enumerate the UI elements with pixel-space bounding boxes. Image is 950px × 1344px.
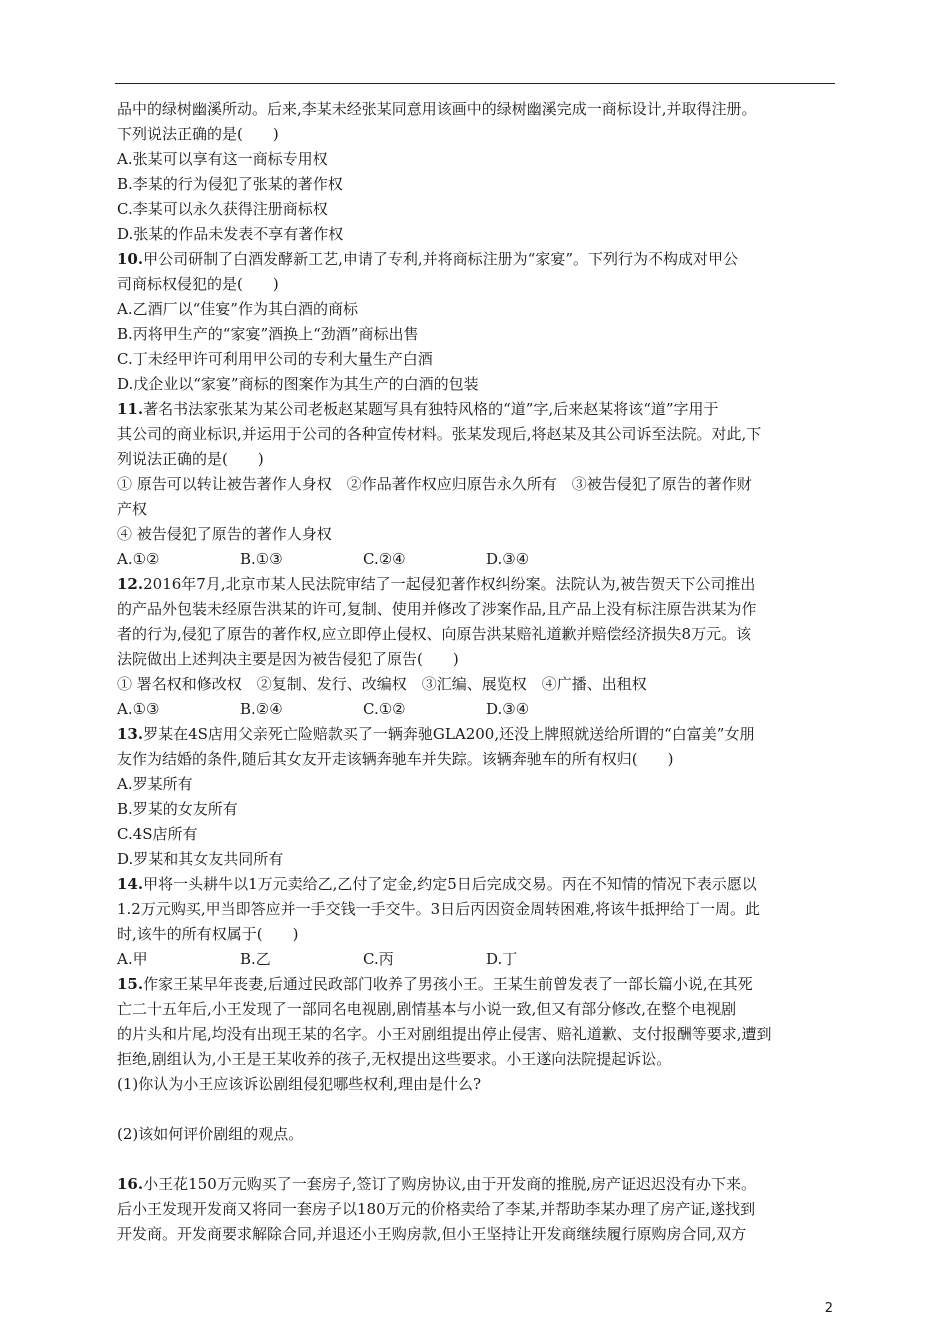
q12-stem-line-1 xyxy=(117,572,835,597)
q14-option-d: D.丁 xyxy=(486,950,518,968)
q11-statement-line-3: ④ 被告侵犯了原告的著作人身权 xyxy=(117,525,332,543)
q16-stem-line-2: 后小王发现开发商又将同一套房子以180万元的价格卖给了李某,并帮助李某办理了房产证,遂找到 xyxy=(117,1200,756,1218)
q9-option-c: C.李某可以永久获得注册商标权 xyxy=(117,200,328,218)
q15-stem-line-2: 亡二十五年后,小王发现了一部同名电视剧,剧情基本与小说一致,但又有部分修改,在整个电视剧 xyxy=(117,1000,737,1018)
q11-number: 11. xyxy=(117,400,144,418)
q11-option-c: C.②④ xyxy=(363,550,406,568)
q16-text: 小王花150万元购买了一套房子,签订了购房协议,由于开发商的推脱,房产证迟迟没有办下来。 xyxy=(143,1175,757,1193)
q14-stem-line-2: 1.2万元购买,甲当即答应并一手交钱一手交牛。3日后丙因资金周转困难,将该牛抵押给丁一周。此 xyxy=(117,900,760,918)
q12-stem-line-3: 者的行为,侵犯了原告的著作权,应立即停止侵权、向原告洪某赔礼道歉并赔偿经济损失8万元。该 xyxy=(117,625,752,643)
document-body xyxy=(117,97,835,1247)
q14-option-b: B.乙 xyxy=(240,950,271,968)
q11-stem-line-2: 其公司的商业标识,并运用于公司的各种宣传材料。张某发现后,将赵某及其公司诉至法院。对此,下 xyxy=(117,425,762,443)
q10-option-c: C.丁未经甲许可利用甲公司的专利大量生产白酒 xyxy=(117,350,433,368)
q14-stem-line-3: 时,该牛的所有权属于( ) xyxy=(117,925,299,943)
q12-stem-line-4: 法院做出上述判决主要是因为被告侵犯了原告( ) xyxy=(117,650,459,668)
q12-number: 12. xyxy=(117,575,144,593)
q10-option-a: A.乙酒厂以“佳宴”作为其白酒的商标 xyxy=(117,300,358,318)
q14-number: 14. xyxy=(117,875,144,893)
q10-number: 10. xyxy=(117,250,144,268)
q9-option-b: B.李某的行为侵犯了张某的著作权 xyxy=(117,175,343,193)
q15-subquestion-2: (2)该如何评价剧组的观点。 xyxy=(117,1125,304,1143)
q14-options xyxy=(117,947,835,972)
q12-text: 2016年7月,北京市某人民法院审结了一起侵犯著作权纠纷案。法院认为,被告贺天下公司推出 xyxy=(143,575,756,593)
q13-option-c: C.4S店所有 xyxy=(117,825,198,843)
q12-statement-line: ① 署名权和修改权 ②复制、发行、改编权 ③汇编、展览权 ④广播、出租权 xyxy=(117,675,647,693)
q10-option-b: B.丙将甲生产的“家宴”酒换上“劲酒”商标出售 xyxy=(117,325,419,343)
q15-stem-line-4: 拒绝,剧组认为,小王是王某收养的孩子,无权提出这些要求。小王遂向法院提起诉讼。 xyxy=(117,1050,672,1068)
q13-option-d: D.罗某和其女友共同所有 xyxy=(117,850,284,868)
q13-option-a: A.罗某所有 xyxy=(117,775,193,793)
q11-statement-line-1: ① 原告可以转让被告著作人身权 ②作品著作权应归原告永久所有 ③被告侵犯了原告的著作财 xyxy=(117,475,752,493)
q15-text: 作家王某早年丧妻,后通过民政部门收养了男孩小王。王某生前曾发表了一部长篇小说,在其死 xyxy=(143,975,753,993)
q11-statement-line-2: 产权 xyxy=(117,500,148,518)
q16-stem-line-3: 开发商。开发商要求解除合同,并退还小王购房款,但小王坚持让开发商继续履行原购房合同,双方 xyxy=(117,1225,747,1243)
answer-space xyxy=(117,1147,835,1172)
q9-text-line-1: 品中的绿树幽溪所动。后来,李某未经张某同意用该画中的绿树幽溪完成一商标设计,并取得注册。 xyxy=(117,100,757,118)
q12-options xyxy=(117,697,835,722)
q9-text-line-2: 下列说法正确的是( ) xyxy=(117,125,279,143)
q16-stem-line-1 xyxy=(117,1172,835,1197)
answer-space xyxy=(117,1097,835,1122)
q13-text: 罗某在4S店用父亲死亡险赔款买了一辆奔驰GLA200,还没上牌照就送给所谓的“白富美”女朋 xyxy=(143,725,755,743)
q12-option-c: C.①② xyxy=(363,700,406,718)
q15-subquestion-1: (1)你认为小王应该诉讼剧组侵犯哪些权利,理由是什么? xyxy=(117,1075,482,1093)
q10-text: 甲公司研制了白酒发酵新工艺,申请了专利,并将商标注册为“家宴”。下列行为不构成对甲公 xyxy=(143,250,738,268)
q10-stem-line-1 xyxy=(117,247,835,272)
q11-text: 著名书法家张某为某公司老板赵某题写具有独特风格的“道”字,后来赵某将该“道”字用于 xyxy=(143,400,719,418)
q10-stem-line-2: 司商标权侵犯的是( ) xyxy=(117,275,279,293)
q11-stem-line-3: 列说法正确的是( ) xyxy=(117,450,264,468)
q14-option-c: C.丙 xyxy=(363,950,394,968)
q12-stem-line-2: 的产品外包装未经原告洪某的许可,复制、使用并修改了涉案作品,且产品上没有标注原告洪某为作 xyxy=(117,600,757,618)
q11-option-b: B.①③ xyxy=(240,550,283,568)
q11-option-d: D.③④ xyxy=(486,550,530,568)
q12-option-b: B.②④ xyxy=(240,700,283,718)
q13-stem-line-2: 友作为结婚的条件,随后其女友开走该辆奔驰车并失踪。该辆奔驰车的所有权归( ) xyxy=(117,750,674,768)
q14-stem-line-1 xyxy=(117,872,835,897)
page-number: 2 xyxy=(824,1301,833,1316)
q15-stem-line-1 xyxy=(117,972,835,997)
q14-text: 甲将一头耕牛以1万元卖给乙,乙付了定金,约定5日后完成交易。丙在不知情的情况下表示愿以 xyxy=(143,875,757,893)
q11-option-a: A.①② xyxy=(117,550,160,568)
q14-option-a: A.甲 xyxy=(117,950,148,968)
q15-stem-line-3: 的片头和片尾,均没有出现王某的名字。小王对剧组提出停止侵害、赔礼道歉、支付报酬等要求,遭到 xyxy=(117,1025,772,1043)
q16-number: 16. xyxy=(117,1175,144,1193)
q13-number: 13. xyxy=(117,725,144,743)
q15-number: 15. xyxy=(117,975,144,993)
q9-option-a: A.张某可以享有这一商标专用权 xyxy=(117,150,328,168)
q10-option-d: D.戊企业以“家宴”商标的图案作为其生产的白酒的包装 xyxy=(117,375,479,393)
header-rule xyxy=(115,83,835,84)
q11-stem-line-1 xyxy=(117,397,835,422)
q12-option-d: D.③④ xyxy=(486,700,530,718)
q13-stem-line-1 xyxy=(117,722,835,747)
q13-option-b: B.罗某的女友所有 xyxy=(117,800,238,818)
q9-option-d: D.张某的作品未发表不享有著作权 xyxy=(117,225,344,243)
q11-options xyxy=(117,547,835,572)
q12-option-a: A.①③ xyxy=(117,700,160,718)
